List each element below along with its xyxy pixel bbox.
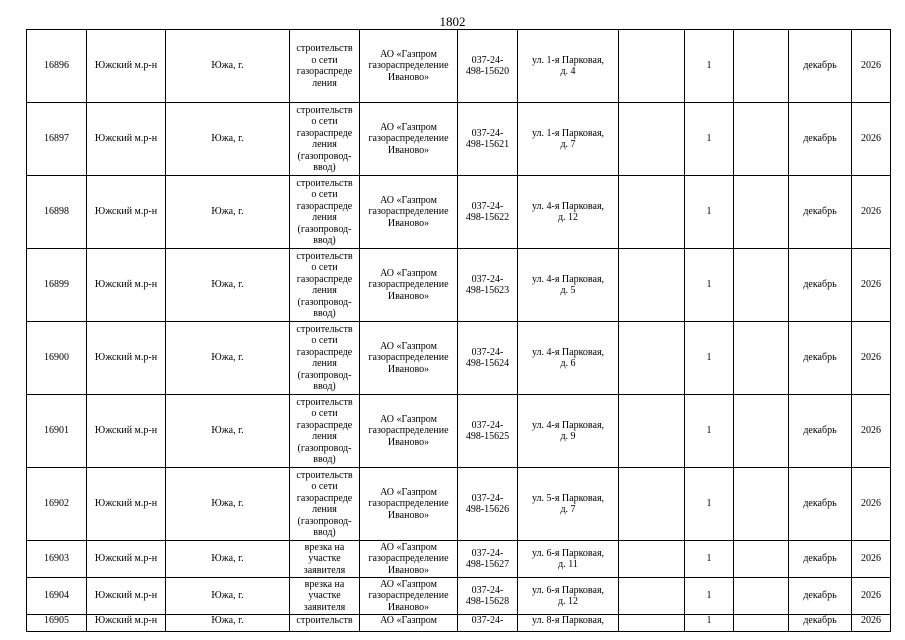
year-cell: 2026 bbox=[852, 578, 891, 615]
table-row bbox=[27, 395, 891, 468]
code-cell: 037-24- 498-15622 bbox=[458, 176, 518, 249]
row-number-cell: 16901 bbox=[27, 395, 87, 468]
empty-cell bbox=[619, 541, 685, 578]
empty-cell bbox=[619, 322, 685, 395]
empty-cell bbox=[619, 578, 685, 615]
empty-cell bbox=[734, 322, 789, 395]
month-cell: декабрь bbox=[789, 322, 852, 395]
district-cell: Южский м.р-н bbox=[87, 578, 166, 615]
quantity-cell: 1 bbox=[685, 103, 734, 176]
organization-cell: АО «Газпром газораспределение Иваново» bbox=[360, 249, 458, 322]
organization-cell: АО «Газпром газораспределение Иваново» bbox=[360, 395, 458, 468]
page-number: 1802 bbox=[439, 14, 466, 29]
month-cell: декабрь bbox=[789, 541, 852, 578]
empty-cell bbox=[734, 578, 789, 615]
organization-cell: АО «Газпром газораспределение Иваново» bbox=[360, 541, 458, 578]
work-type-cell: строительств о сети газораспреде ления (газопровод- ввод) bbox=[290, 176, 360, 249]
empty-cell bbox=[619, 395, 685, 468]
row-number-cell: 16897 bbox=[27, 103, 87, 176]
month-cell: декабрь bbox=[789, 395, 852, 468]
organization-cell: АО «Газпром газораспределение Иваново» bbox=[360, 578, 458, 615]
empty-cell bbox=[619, 249, 685, 322]
organization-cell: АО «Газпром газораспределение Иваново» bbox=[360, 176, 458, 249]
table-row bbox=[27, 103, 891, 176]
row-number-cell: 16900 bbox=[27, 322, 87, 395]
row-number-cell: 16898 bbox=[27, 176, 87, 249]
district-cell: Южский м.р-н bbox=[87, 30, 166, 103]
empty-cell bbox=[734, 249, 789, 322]
empty-cell bbox=[619, 176, 685, 249]
city-cell: Южа, г. bbox=[166, 322, 290, 395]
code-cell: 037-24- bbox=[458, 615, 518, 632]
address-cell: ул. 4-я Парковая, д. 9 bbox=[518, 395, 619, 468]
quantity-cell: 1 bbox=[685, 395, 734, 468]
code-cell: 037-24- 498-15621 bbox=[458, 103, 518, 176]
quantity-cell: 1 bbox=[685, 176, 734, 249]
city-cell: Южа, г. bbox=[166, 249, 290, 322]
district-cell: Южский м.р-н bbox=[87, 541, 166, 578]
address-cell: ул. 4-я Парковая, д. 6 bbox=[518, 322, 619, 395]
row-number-cell: 16896 bbox=[27, 30, 87, 103]
address-cell: ул. 1-я Парковая, д. 7 bbox=[518, 103, 619, 176]
quantity-cell: 1 bbox=[685, 578, 734, 615]
registry-table bbox=[26, 29, 891, 632]
month-cell: декабрь bbox=[789, 30, 852, 103]
year-cell: 2026 bbox=[852, 176, 891, 249]
empty-cell bbox=[734, 541, 789, 578]
year-cell: 2026 bbox=[852, 541, 891, 578]
city-cell: Южа, г. bbox=[166, 468, 290, 541]
work-type-cell: строительств о сети газораспреде ления bbox=[290, 30, 360, 103]
table-row bbox=[27, 249, 891, 322]
row-number-cell: 16903 bbox=[27, 541, 87, 578]
year-cell: 2026 bbox=[852, 249, 891, 322]
code-cell: 037-24- 498-15620 bbox=[458, 30, 518, 103]
empty-cell bbox=[734, 615, 789, 632]
code-cell: 037-24- 498-15626 bbox=[458, 468, 518, 541]
organization-cell: АО «Газпром газораспределение Иваново» bbox=[360, 322, 458, 395]
code-cell: 037-24- 498-15623 bbox=[458, 249, 518, 322]
table-row bbox=[27, 541, 891, 578]
address-cell: ул. 4-я Парковая, д. 12 bbox=[518, 176, 619, 249]
quantity-cell: 1 bbox=[685, 468, 734, 541]
organization-cell: АО «Газпром газораспределение Иваново» bbox=[360, 30, 458, 103]
month-cell: декабрь bbox=[789, 103, 852, 176]
table-row bbox=[27, 176, 891, 249]
address-cell: ул. 6-я Парковая, д. 11 bbox=[518, 541, 619, 578]
empty-cell bbox=[619, 468, 685, 541]
city-cell: Южа, г. bbox=[166, 541, 290, 578]
organization-cell: АО «Газпром газораспределение Иваново» bbox=[360, 468, 458, 541]
city-cell: Южа, г. bbox=[166, 578, 290, 615]
table-row bbox=[27, 468, 891, 541]
city-cell: Южа, г. bbox=[166, 615, 290, 632]
work-type-cell: строительств о сети газораспреде ления (газопровод- ввод) bbox=[290, 468, 360, 541]
work-type-cell: строительств о сети газораспреде ления (газопровод- ввод) bbox=[290, 103, 360, 176]
empty-cell bbox=[734, 30, 789, 103]
organization-cell: АО «Газпром газораспределение Иваново» bbox=[360, 103, 458, 176]
district-cell: Южский м.р-н bbox=[87, 176, 166, 249]
address-cell: ул. 4-я Парковая, д. 5 bbox=[518, 249, 619, 322]
empty-cell bbox=[619, 103, 685, 176]
address-cell: ул. 1-я Парковая, д. 4 bbox=[518, 30, 619, 103]
empty-cell bbox=[734, 395, 789, 468]
year-cell: 2026 bbox=[852, 468, 891, 541]
year-cell: 2026 bbox=[852, 395, 891, 468]
district-cell: Южский м.р-н bbox=[87, 103, 166, 176]
quantity-cell: 1 bbox=[685, 30, 734, 103]
month-cell: декабрь bbox=[789, 615, 852, 632]
address-cell: ул. 8-я Парковая, bbox=[518, 615, 619, 632]
city-cell: Южа, г. bbox=[166, 30, 290, 103]
district-cell: Южский м.р-н bbox=[87, 615, 166, 632]
table-row bbox=[27, 322, 891, 395]
table-row bbox=[27, 30, 891, 103]
work-type-cell: строительств о сети газораспреде ления (газопровод- ввод) bbox=[290, 249, 360, 322]
year-cell: 2026 bbox=[852, 615, 891, 632]
month-cell: декабрь bbox=[789, 176, 852, 249]
address-cell: ул. 5-я Парковая, д. 7 bbox=[518, 468, 619, 541]
city-cell: Южа, г. bbox=[166, 103, 290, 176]
empty-cell bbox=[619, 30, 685, 103]
month-cell: декабрь bbox=[789, 468, 852, 541]
district-cell: Южский м.р-н bbox=[87, 322, 166, 395]
row-number-cell: 16904 bbox=[27, 578, 87, 615]
row-number-cell: 16905 bbox=[27, 615, 87, 632]
code-cell: 037-24- 498-15628 bbox=[458, 578, 518, 615]
year-cell: 2026 bbox=[852, 30, 891, 103]
code-cell: 037-24- 498-15627 bbox=[458, 541, 518, 578]
work-type-cell: врезка на участке заявителя bbox=[290, 578, 360, 615]
work-type-cell: врезка на участке заявителя bbox=[290, 541, 360, 578]
city-cell: Южа, г. bbox=[166, 395, 290, 468]
table-row bbox=[27, 578, 891, 615]
empty-cell bbox=[619, 615, 685, 632]
month-cell: декабрь bbox=[789, 249, 852, 322]
quantity-cell: 1 bbox=[685, 541, 734, 578]
empty-cell bbox=[734, 468, 789, 541]
address-cell: ул. 6-я Парковая, д. 12 bbox=[518, 578, 619, 615]
work-type-cell: строительств о сети газораспреде ления (газопровод- ввод) bbox=[290, 395, 360, 468]
city-cell: Южа, г. bbox=[166, 176, 290, 249]
month-cell: декабрь bbox=[789, 578, 852, 615]
empty-cell bbox=[734, 176, 789, 249]
work-type-cell: строительств о сети газораспреде ления (газопровод- ввод) bbox=[290, 322, 360, 395]
code-cell: 037-24- 498-15624 bbox=[458, 322, 518, 395]
row-number-cell: 16902 bbox=[27, 468, 87, 541]
year-cell: 2026 bbox=[852, 322, 891, 395]
district-cell: Южский м.р-н bbox=[87, 468, 166, 541]
district-cell: Южский м.р-н bbox=[87, 395, 166, 468]
quantity-cell: 1 bbox=[685, 322, 734, 395]
organization-cell: АО «Газпром bbox=[360, 615, 458, 632]
table-row bbox=[27, 615, 891, 632]
code-cell: 037-24- 498-15625 bbox=[458, 395, 518, 468]
quantity-cell: 1 bbox=[685, 615, 734, 632]
district-cell: Южский м.р-н bbox=[87, 249, 166, 322]
quantity-cell: 1 bbox=[685, 249, 734, 322]
year-cell: 2026 bbox=[852, 103, 891, 176]
empty-cell bbox=[734, 103, 789, 176]
work-type-cell: строительств bbox=[290, 615, 360, 632]
row-number-cell: 16899 bbox=[27, 249, 87, 322]
